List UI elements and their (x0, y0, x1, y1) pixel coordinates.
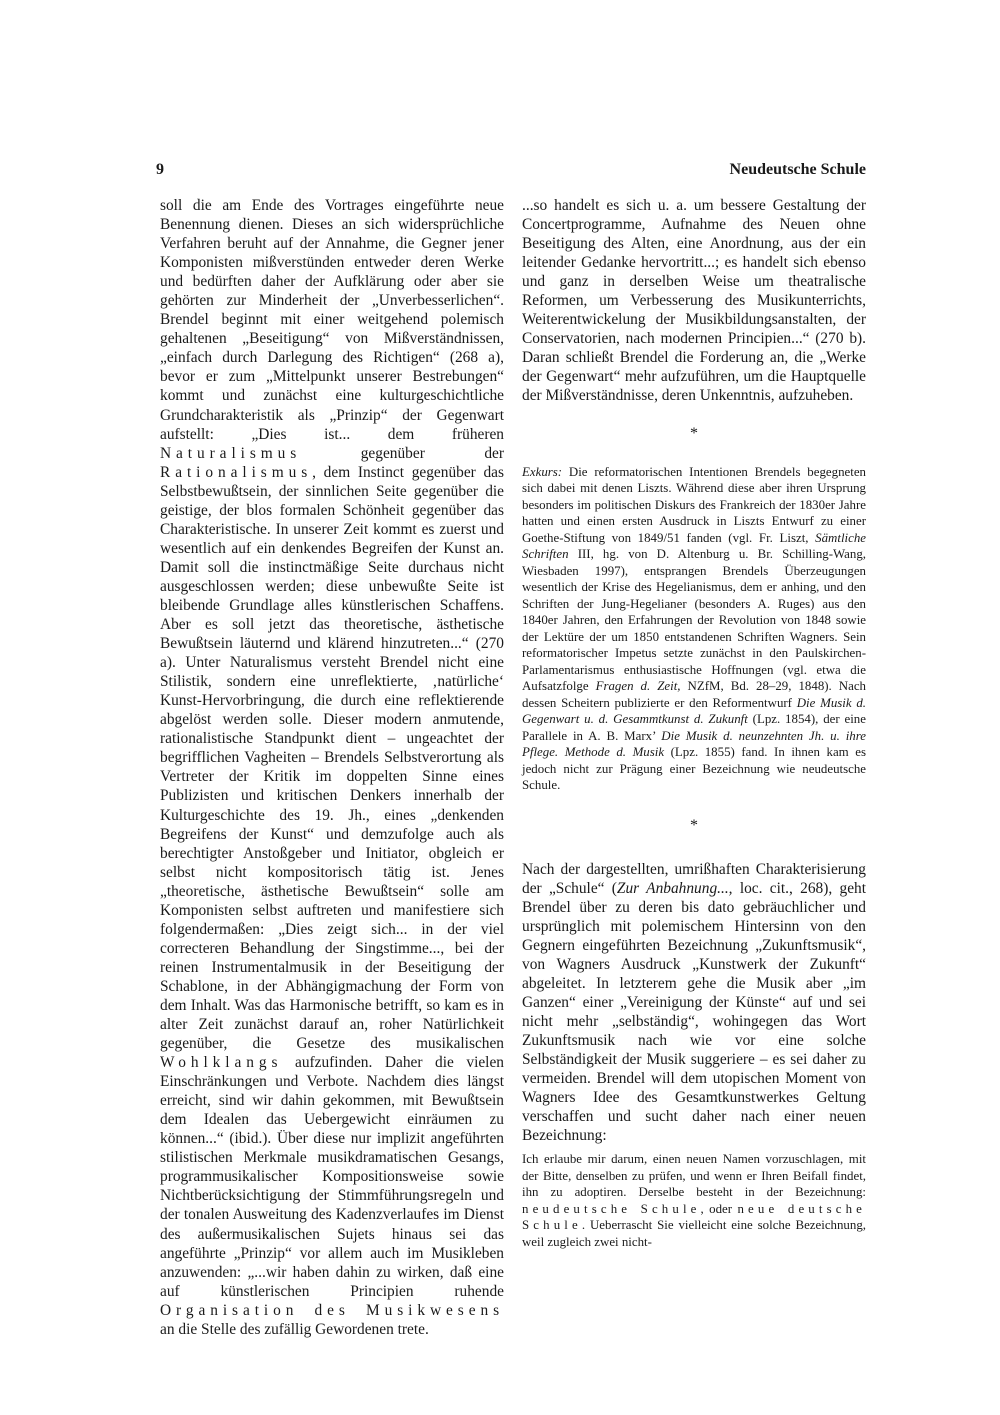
text-run: . Ueberrascht Sie vielleicht eine solche Bezeichnung, weil zugleich zwei nicht- (522, 1218, 866, 1249)
excursus-paragraph (522, 464, 866, 794)
text-run: Ich erlaube mir darum, einen neuen Namen vorzuschlagen, mit der Bitte, denselben zu prüfen, und wenn er Ihren Beifall findet, ihn zu adoptiren. Derselbe besteht in der Bezeichnung: (522, 1152, 866, 1200)
spaced-term: neudeutsche Schule (522, 1201, 701, 1216)
text-run: (Lpz. 1855) fand. In ihnen kam es jedoch nicht zur Prägung einer Bezeichnung wie neudeutsche Schule. (522, 745, 866, 793)
book-title: Zur Anbahnung..., (616, 879, 733, 897)
text-run: gegenüber der (301, 444, 504, 462)
spaced-term: Naturalismus (160, 444, 302, 462)
book-title: Fragen d. Zeit, (595, 679, 681, 694)
text-run: loc. cit., 268), geht Brendel über zu deren bis dato gebräuchlicher und ursprünglich mit polemischem Hintersinn von den Gegnern eingeführten Bezeichnung „Zukunftsmusik“, von Wagners Ausdruck „Kunstwerk der Zukunft“ abgeleitet. In letzterem gehe die Musik aber „im Ganzen“ einer „Vereinigung der Künste“ auf und sei nicht mehr „selbständig“, wohingegen das Wort Zukunftsmusik nach wie vor eine solche Selbständigkeit der Musik suggeriere – es sei daher zu vermeiden. Brendel will dem utopischen Moment von Wagners Idee des Gesamtkunstwerkes Geltung verschaffen und sucht daher nach einer neuen Bezeichnung: (522, 879, 866, 1145)
book-title: Die Musik d. neunzehnten Jh. u. ihre Pflege. Methode d. Musik (522, 728, 866, 760)
running-title: Neudeutsche Schule (729, 161, 866, 178)
book-title: Sämtliche Schriften (522, 530, 866, 562)
text-run: aufzufinden. Daher die vielen Einschränkungen und Verbote. Nachdem dies längst erreicht, sind wir dahin gekommen, mit Bewußtsein dem Idealen das Uebergewicht einräumen zu können...“ (ibid.). Über diese nur implizit angeführten stilistischen Merkmale musikdramatischen Gesangs, programmusikalischer Kompositionsweise sowie Nichtberücksichtigung der Stimmführungsregeln und der tonalen Ausweitung des Kadenzverlaufes im Dienst des außermusikalischen Sujets hinaus sei das angeführte „Prinzip“ vor allem auch im Musikleben anzuwenden: „...wir haben dahin zu wirken, daß eine auf künstlerischen Principien ruhende (160, 1054, 504, 1300)
book-title: Die Musik d. Gegenwart u. d. Gesammtkunst d. Zukunft (522, 695, 867, 727)
spaced-term: neue deutsche Schule (522, 1201, 866, 1233)
running-header (150, 160, 866, 182)
left-column (160, 196, 504, 1339)
text-run: (Lpz. 1854), der eine Parallele in A. B. Marx’ (522, 712, 866, 743)
text-run: soll die am Ende des Vortrages eingeführte neue Benennung dienen. Dieses an sich widersprüchliche Verfahren beruht auf der Annahme, die Gegner jener Komponisten mißverstünden entweder deren Werke und bedürften daher der Aufklärung oder aber sie gehörten zur Minderheit der „Unverbesserlichen“. Brendel beginnt mit einer weitgehend polemisch gehaltenen „Beseitigung“ von Mißverständnissen, „einfach durch Darlegung des Richtigen“ (268 a), bevor er zum „Mittelpunkt unserer Bestrebungen“ kommt und zunächst eine kulturgeschichtliche Grundcharakteristik als „Prinzip“ der Gegenwart aufstellt: „Dies ist... dem früheren (160, 197, 504, 443)
text-run: an die Stelle des zufällig Gewordenen trete. (160, 1320, 429, 1338)
body-paragraph (522, 860, 866, 1146)
spaced-term: Organisation des Musikwesens (160, 1301, 504, 1319)
excursus-label: Exkurs: (522, 464, 563, 479)
page-number: 9 (156, 161, 164, 178)
text-run: III, hg. von D. Altenburg u. Br. Schilling-Wang, Wiesbaden 1997), entsprangen Brendels Überzeugungen wesentlich der Krise des Hegelianismus, dem er anhing, und den Schriften der Jung-Hegelianer (besonders A. Ruges) aus den 1840er Jahren, den Erfahrungen der Revolution von 1848 sowie der Lektüre der um 1850 entstandenen Schriften Wagners. Sein reformatorischer Impetus setzte zunächst in den Paulskirchen-Parlamentarismus enthusiastische Hoffnungen (vgl. etwa die Aufsatzfolge (522, 547, 866, 694)
body-paragraph (160, 196, 504, 1339)
text-run: Nach der dargestellten, umrißhaften Charakterisierung der „Schule“ ( (522, 860, 866, 897)
block-quote (522, 1151, 866, 1250)
text-run: NZfM, Bd. 28–29, 1848). Nach dessen Scheitern publizierte er den Reformentwurf (522, 679, 866, 710)
section-divider-asterisk: * (690, 816, 698, 834)
text-run: , oder (700, 1201, 738, 1216)
section-divider-asterisk: * (690, 424, 698, 442)
body-paragraph: ...so handelt es sich u. a. um bessere Gestaltung der Concertprogramme, Aufnahme des Neuen ohne Beseitigung des Alten, eine Anordnung, aus der ein leitender Gedanke hervortritt...; es handelt sich ebenso und ganz in derselben Weise um theatralische Reformen, um Verbesserung des Musikunterrichts, Weiterentwickelung der Musikbildungsanstalten, der Conservatorien, nach modernen Principien...“ (270 b). Daran schließt Brendel die Forderung an, die „Werke der Gegenwart“ mehr aufzuführen, um die Hauptquelle der Mißverständnisse, deren Unkenntnis, aufzuheben. (522, 197, 866, 405)
right-column (522, 196, 866, 1250)
text-run: , dem Instinct gegenüber das Selbstbewußtsein, der sinnlichen Seite gegenüber die geistige, der blos formalen Schönheit gegenüber das Charakteristische. In unserer Zeit kommt es zuerst und wesentlich auf ein denkendes Begreifen der Kunst an. Damit soll die instinctmäßige Seite durchaus nicht ausgeschlossen werden; diese unbewußte Seite ist bleibende Grundlage alles künstlerischen Schaffens. Aber es soll jetzt das theoretische, ästhetische Bewußtsein läuternd und klärend hinzutreten...“ (270 a). Unter Naturalismus versteht Brendel nicht eine Stilistik, sondern eine unreflektierte, ‚natürliche‘ Kunst-Hervorbringung, die durch eine reflektierende abgelöst werden solle. Dieser modern anmutende, rationalistische Standpunkt dient – ungeachtet der begrifflichen Vagheiten – Brendels Selbstverortung als Vertreter der Kritik im doppelten Sinne eines Publizisten und kritischen Denkers innerhalb der Kulturgeschichte des 19. Jh., eines „denkenden Begreifens der Kunst“ und demzufolge auch als berechtigter Anstoßgeber und Initiator, obgleich er selbst nicht kompositorisch tätig ist. Jenes „theoretische, ästhetische Bewußtsein“ solle am Komponisten selbst auftreten und manifestiere sich folgendermaßen: „Dies zeigt sich... in der viel correcteren Behandlung der Singstimme..., bei der reinen Instrumentalmusik in der Beseitigung der Schablone, in der Abhängigmachung der Form von dem Inhalt. Was das Harmonische betrifft, so kam es in alter Zeit zunächst darauf an, roher Natürlichkeit gegenüber, die Gesetze des musikalischen (160, 463, 504, 1053)
text-run: Die reformatorischen Intentionen Brendels begegneten sich dabei mit denen Liszts. Während diese aber ihren Ursprung besonders im politischen Diskurs des Frankreich der 1830er Jahre hatten und einen ersten Ausdruck in Liszts Entwurf zu einer Goethe-Stiftung von 1849/51 fanden (vgl. Fr. Liszt, (522, 464, 866, 545)
spaced-term: Rationalismus (160, 463, 313, 481)
spaced-term: Wohlklangs (160, 1054, 283, 1072)
